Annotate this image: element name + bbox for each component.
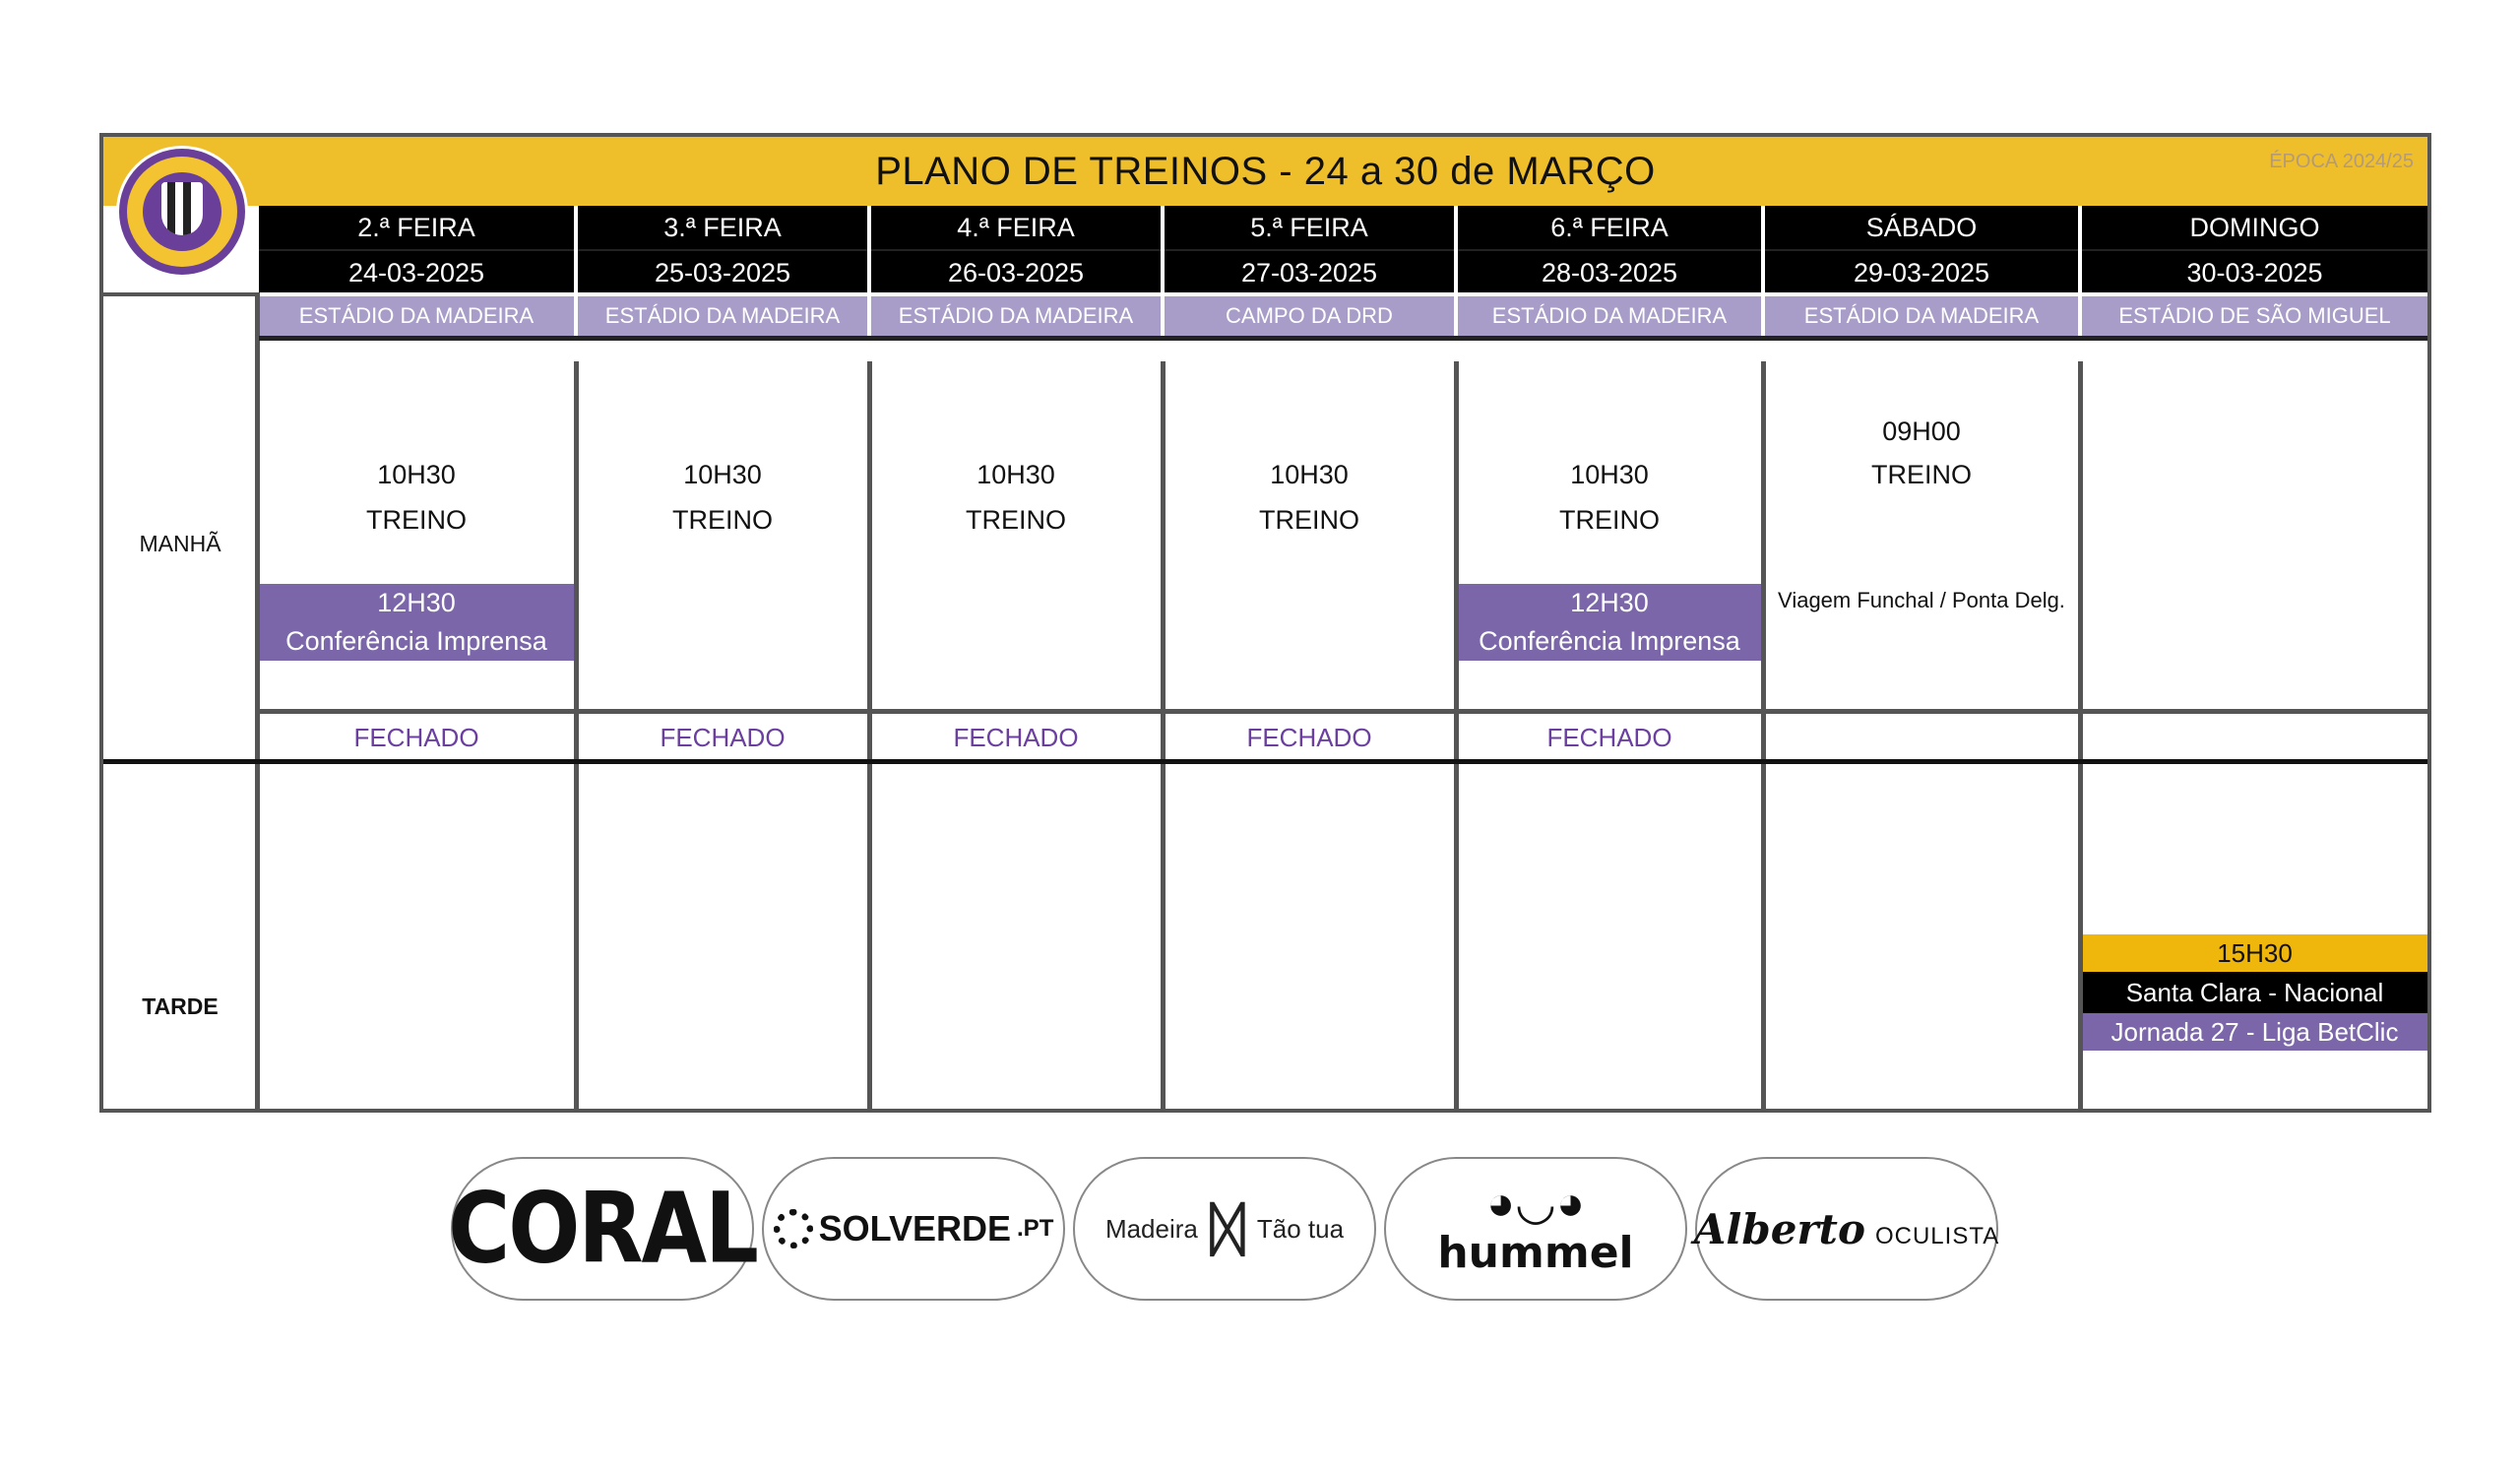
venue-label: ESTÁDIO DA MADEIRA [871, 296, 1161, 336]
session-time: 10H30 [1270, 460, 1349, 489]
day-date: 24-03-2025 [259, 249, 574, 294]
day-name: 6.ª FEIRA [1550, 213, 1669, 242]
session-time: 09H00 [1882, 416, 1961, 446]
day-header [2082, 206, 2427, 292]
day-column-monday [259, 206, 574, 1109]
day-column-tuesday [578, 206, 867, 1109]
session-status: FECHADO [953, 723, 1079, 752]
day-column-saturday [1765, 206, 2078, 1109]
sponsor-madeira[interactable] [1073, 1157, 1376, 1301]
madeira-mark-icon: ᛞ [1209, 1195, 1245, 1262]
madeira-logo: Madeira ᛞ Tão tua [1104, 1195, 1345, 1262]
club-logo-icon [119, 149, 245, 275]
session-activity: TREINO [1870, 460, 1972, 489]
match-block [2082, 934, 2427, 1051]
day-date: 27-03-2025 [1165, 249, 1454, 294]
session-status: FECHADO [1246, 723, 1372, 752]
coral-logo: CORAL [448, 1172, 757, 1286]
match-time: 15H30 [2082, 934, 2427, 972]
session-time: 10H30 [976, 460, 1055, 489]
session-activity: TREINO [365, 505, 467, 535]
day-header [1165, 206, 1454, 292]
title-bar [103, 137, 2427, 206]
day-column-sunday [2082, 206, 2427, 1109]
grid-line [867, 361, 872, 1109]
schedule-grid [103, 206, 2427, 1109]
session-activity: TREINO [671, 505, 773, 535]
day-date: 28-03-2025 [1458, 249, 1761, 294]
day-name: 2.ª FEIRA [357, 213, 475, 242]
alberto-logo: Alberto OCULISTA [1693, 1204, 2000, 1253]
day-date: 26-03-2025 [871, 249, 1161, 294]
day-date: 29-03-2025 [1765, 249, 2078, 294]
press-conference-event [1458, 584, 1761, 661]
grid-line [2078, 361, 2083, 1109]
day-name: 5.ª FEIRA [1250, 213, 1368, 242]
day-column-friday [1458, 206, 1761, 1109]
grid-line [255, 292, 260, 1109]
session-activity: TREINO [1558, 505, 1660, 535]
event-title: Conferência Imprensa [1479, 626, 1740, 656]
day-date: 30-03-2025 [2082, 249, 2427, 294]
match-round: Jornada 27 - Liga BetClic [2082, 1013, 2427, 1051]
hummel-logo: hummel [1437, 1227, 1634, 1278]
gear-icon [774, 1209, 813, 1249]
sponsor-hummel[interactable] [1384, 1157, 1687, 1301]
session-time: 10H30 [1570, 460, 1649, 489]
row-label-afternoon: TARDE [142, 993, 219, 1019]
bumblebee-icon: ◕◡◕ [1486, 1177, 1585, 1230]
venue-label: ESTÁDIO DA MADEIRA [1765, 296, 2078, 336]
season-label: ÉPOCA 2024/25 [2269, 151, 2414, 172]
venue-label: ESTÁDIO DA MADEIRA [578, 296, 867, 336]
grid-line [1454, 361, 1459, 1109]
day-column-wednesday [871, 206, 1161, 1109]
session-time: 10H30 [377, 460, 456, 489]
venue-label: ESTÁDIO DA MADEIRA [1458, 296, 1761, 336]
sponsor-solverde[interactable] [762, 1157, 1065, 1301]
venue-label: ESTÁDIO DA MADEIRA [259, 296, 574, 336]
day-name: DOMINGO [2189, 213, 2320, 242]
sponsor-coral[interactable] [448, 1157, 757, 1301]
grid-line [259, 709, 2427, 714]
event-time: 12H30 [1570, 588, 1649, 617]
event-time: 12H30 [377, 588, 456, 617]
day-name: SÁBADO [1865, 213, 1978, 242]
event-title: Conferência Imprensa [285, 626, 547, 656]
day-column-thursday [1165, 206, 1454, 1109]
grid-line [1761, 361, 1766, 1109]
day-header [1765, 206, 2078, 292]
venue-label: ESTÁDIO DE SÃO MIGUEL [2082, 296, 2427, 336]
day-header [578, 206, 867, 292]
grid-line [103, 759, 2427, 764]
day-name: 3.ª FEIRA [663, 213, 782, 242]
session-status: FECHADO [353, 723, 479, 752]
session-status: FECHADO [660, 723, 786, 752]
press-conference-event [259, 584, 574, 661]
solverde-logo: SOLVERDE .PT [774, 1208, 1054, 1249]
grid-line [1161, 361, 1166, 1109]
grid-line [574, 361, 579, 1109]
row-label-morning: MANHÃ [139, 531, 221, 556]
sponsor-alberto-oculista[interactable] [1695, 1157, 1998, 1301]
day-header [871, 206, 1161, 292]
session-activity: TREINO [965, 505, 1066, 535]
training-plan-sheet [99, 133, 2431, 1113]
day-name: 4.ª FEIRA [957, 213, 1075, 242]
day-header [1458, 206, 1761, 292]
session-time: 10H30 [683, 460, 762, 489]
day-date: 25-03-2025 [578, 249, 867, 294]
venue-label: CAMPO DA DRD [1165, 296, 1454, 336]
session-status: FECHADO [1546, 723, 1672, 752]
grid-line [259, 336, 2427, 341]
session-activity: TREINO [1258, 505, 1359, 535]
travel-note: Viagem Funchal / Ponta Delg. [1778, 588, 2065, 612]
page-title: PLANO DE TREINOS - 24 a 30 de MARÇO [875, 149, 1656, 193]
day-header [259, 206, 574, 292]
match-title: Santa Clara - Nacional [2082, 972, 2427, 1013]
